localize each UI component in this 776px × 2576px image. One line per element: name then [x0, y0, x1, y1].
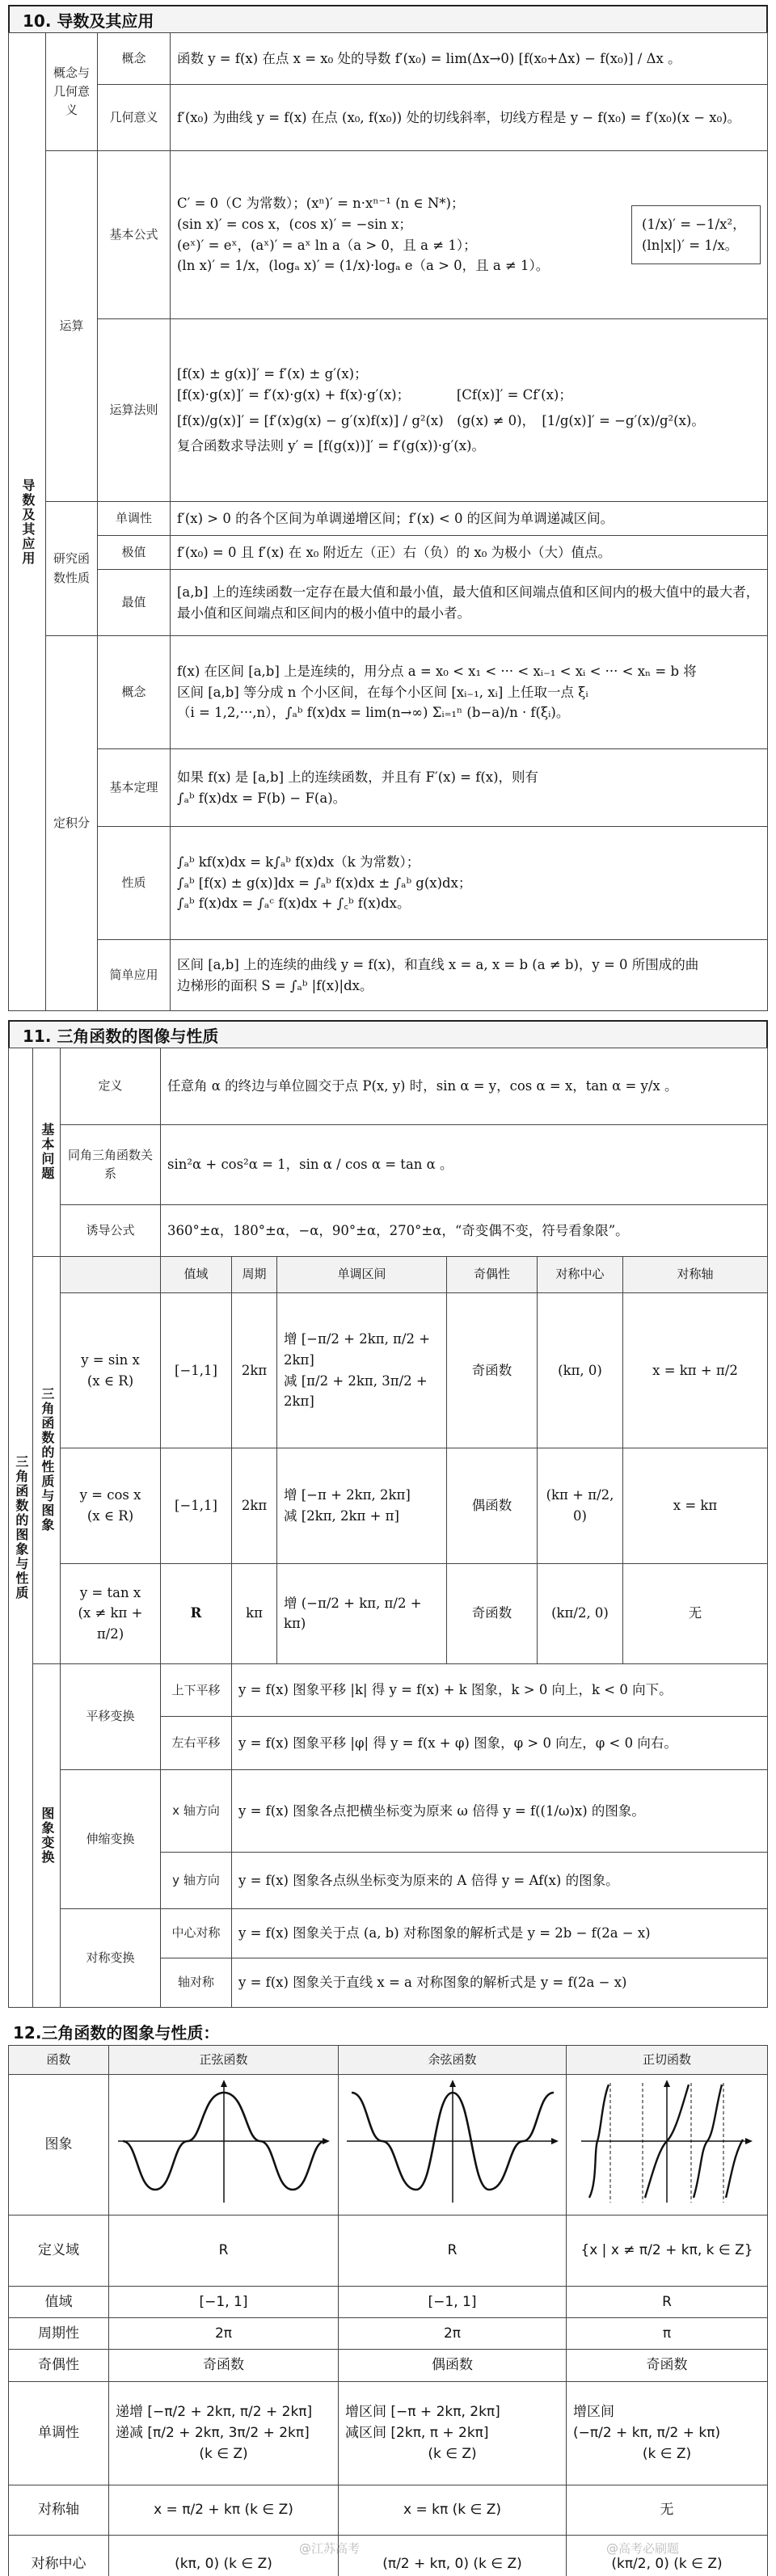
- trans-text: y = f(x) 图象关于直线 x = a 对称图象的解析式是 y = f(2a − x): [232, 1958, 768, 2007]
- trig-graph-table: [8, 2045, 768, 2576]
- col-header: 正弦函数: [109, 2046, 339, 2075]
- formula-line: f(x) 在区间 [a,b] 上是连续的，用分点 a = x₀ < x₁ < ··· < xᵢ₋₁ < xᵢ < ··· < xₙ = b 将: [177, 664, 697, 680]
- section-title: 12.三角函数的图象与性质：: [13, 2022, 220, 2043]
- parity-cell: 偶函数: [447, 1448, 538, 1563]
- row-label: 单调性: [98, 502, 171, 536]
- cos-mono: 增区间 [−π + 2kπ, 2kπ] 减区间 [2kπ, π + 2kπ] (k ∈ Z): [339, 2381, 567, 2485]
- row-label: 对称中心: [9, 2535, 109, 2576]
- group-study: 研究函数性质: [46, 502, 98, 636]
- axis-cell: x = kπ: [623, 1448, 768, 1563]
- formula-line: (sin x)′ = cos x，(cos x)′ = −sin x；: [177, 216, 412, 232]
- formula-line: 复合函数求导法则 y′ = [f(g(x))]′ = f′(g(x))·g′(x)。: [177, 438, 485, 454]
- col-header: 单调区间: [277, 1256, 447, 1292]
- axis-cell: x = kπ + π/2: [623, 1292, 768, 1448]
- formula-line: [f(x) ± g(x)]′ = f′(x) ± g′(x)；: [177, 366, 368, 382]
- row-label: 图象: [9, 2075, 109, 2215]
- tangent-graph: [567, 2075, 768, 2215]
- function-name: y = tan x (x ≠ kπ + π/2): [61, 1563, 161, 1663]
- cosine-curve-graph: [344, 2076, 562, 2206]
- formula-line: ∫ₐᵇ f(x)dx = ∫ₐᶜ f(x)dx + ∫꜀ᵇ f(x)dx。: [177, 896, 411, 912]
- row-label: 同角三角函数关系: [61, 1124, 161, 1204]
- tan-center: (kπ/2, 0) (k ∈ Z): [567, 2535, 768, 2576]
- cos-axis: x = kπ (k ∈ Z): [339, 2485, 567, 2535]
- trans-type: 伸缩变换: [61, 1770, 161, 1909]
- axis-cell: 无: [623, 1563, 768, 1663]
- formula-line: 如果 f(x) 是 [a,b] 上的连续函数，并且有 F′(x) = f(x)，则有: [177, 769, 539, 785]
- integral-definition: [171, 636, 768, 749]
- sin-mono: 递增 [−π/2 + 2kπ, π/2 + 2kπ] 递减 [π/2 + 2kπ, 3π/2 + 2kπ] (k ∈ Z): [109, 2381, 339, 2485]
- cosine-graph: [339, 2075, 567, 2215]
- section-title: 10. 导数及其应用: [8, 5, 768, 32]
- sin-parity: 奇函数: [109, 2350, 339, 2381]
- row-label: 性质: [98, 827, 171, 940]
- col-header: 函数: [9, 2046, 109, 2075]
- tan-mono: 增区间 (−π/2 + kπ, π/2 + kπ) (k ∈ Z): [567, 2381, 768, 2485]
- trans-text: y = f(x) 图象平移 |φ| 得 y = f(x + φ) 图象，φ > 0 向左，φ < 0 向右。: [232, 1717, 768, 1770]
- section-trig: [8, 1020, 768, 2008]
- derivative-table: [8, 32, 768, 1011]
- col-header: 对称轴: [623, 1256, 768, 1292]
- col-header: 正切函数: [567, 2046, 768, 2075]
- derivative-definition: 函数 y = f(x) 在点 x = x₀ 处的导数 f′(x₀) = lim(Δx→0) [f(x₀+Δx) − f(x₀)] / Δx 。: [171, 33, 768, 85]
- formula-line: （i = 1,2,···,n），∫ₐᵇ f(x)dx = lim(n→∞) Σᵢ₌₁ⁿ (b−a)/n · f(ξᵢ)。: [177, 705, 570, 721]
- row-label: 对称轴: [9, 2485, 109, 2535]
- trans-text: y = f(x) 图象各点纵坐标变为原来的 A 倍得 y = Af(x) 的图象。: [232, 1852, 768, 1908]
- side-label: 三角函数的图象与性质: [9, 1048, 33, 2008]
- row-label: 概念: [98, 33, 171, 85]
- row-label: 最值: [98, 570, 171, 636]
- row-label: 几何意义: [98, 85, 171, 151]
- group-basic: 基本问题: [33, 1048, 61, 1257]
- col-header: 周期: [232, 1256, 277, 1292]
- tan-period: π: [567, 2317, 768, 2349]
- group-concept: 概念与几何意义: [46, 33, 98, 151]
- formula-line: 区间 [a,b] 上的连续的曲线 y = f(x)，和直线 x = a, x = b (a ≠ b)，y = 0 所围成的曲: [177, 956, 699, 972]
- sine-curve-graph: [115, 2076, 333, 2206]
- section-title: 11. 三角函数的图像与性质: [8, 1020, 768, 1048]
- trig-definition: 任意角 α 的终边与单位圆交于点 P(x, y) 时，sin α = y，cos α = x，tan α = y/x 。: [161, 1048, 768, 1125]
- range-cell: [−1,1]: [161, 1448, 232, 1563]
- max-min-text: [a,b] 上的连续函数一定存在最大值和最小值，最大值和区间端点值和区间内的极大值中的最大者，最小值和区间端点和区间内的极小值中的最小者。: [171, 570, 768, 636]
- watermark-text: @江苏高考: [299, 2541, 361, 2556]
- period-cell: kπ: [232, 1563, 277, 1663]
- formula-line: (1/x)′ = −1/x²，: [642, 216, 746, 232]
- group-ops: 运算: [46, 151, 98, 502]
- formula-line: C′ = 0（C 为常数）；(xⁿ)′ = n·xⁿ⁻¹ (n ∈ N*)；: [177, 196, 465, 212]
- row-label: 基本公式: [98, 151, 171, 319]
- sin-axis: x = π/2 + kπ (k ∈ Z): [109, 2485, 339, 2535]
- section-trig-graphs: [8, 2017, 768, 2570]
- trans-sub: x 轴方向: [161, 1770, 232, 1853]
- tan-parity: 奇函数: [567, 2350, 768, 2381]
- derivative-rules: [171, 319, 768, 502]
- range-cell: [−1,1]: [161, 1292, 232, 1448]
- trans-type: 对称变换: [61, 1908, 161, 2007]
- group-trans: 图象变换: [33, 1663, 61, 2007]
- cos-domain: R: [339, 2215, 567, 2286]
- row-label: 周期性: [9, 2317, 109, 2349]
- watermark-text: @高考必刷题: [606, 2541, 680, 2556]
- extra-formula-box: [631, 205, 761, 264]
- trans-text: y = f(x) 图象平移 |k| 得 y = f(x) + k 图象，k > 0 向上，k < 0 向下。: [232, 1663, 768, 1717]
- row-label: 单调性: [9, 2381, 109, 2485]
- group-props: 三角函数的性质与图象: [33, 1256, 61, 1663]
- integral-properties: [171, 827, 768, 940]
- table-row: [9, 1448, 768, 1563]
- monotonic-text: f′(x) > 0 的各个区间为单调递增区间；f′(x) < 0 的区间为单调递减区间。: [171, 502, 768, 536]
- sin-range: [−1, 1]: [109, 2286, 339, 2317]
- mono-cell: 增 [−π/2 + 2kπ, π/2 + 2kπ] 减 [π/2 + 2kπ, 3π/2 + 2kπ]: [277, 1292, 447, 1448]
- cos-center: (π/2 + kπ, 0) (k ∈ Z): [339, 2535, 567, 2576]
- parity-cell: 奇函数: [447, 1563, 538, 1663]
- row-label: 值域: [9, 2286, 109, 2317]
- tan-domain: {x | x ≠ π/2 + kπ, k ∈ Z}: [567, 2215, 768, 2286]
- group-integral: 定积分: [46, 636, 98, 1011]
- table-row: [9, 1563, 768, 1663]
- trans-type: 平移变换: [61, 1663, 161, 1769]
- formula-line: 边梯形的面积 S = ∫ₐᵇ |f(x)|dx。: [177, 977, 373, 993]
- formula-line: ∫ₐᵇ kf(x)dx = k∫ₐᵇ f(x)dx（k 为常数）；: [177, 854, 420, 871]
- fundamental-theorem: [171, 749, 768, 827]
- row-label: 运算法则: [98, 319, 171, 502]
- trans-sub: 中心对称: [161, 1908, 232, 1958]
- center-cell: (kπ + π/2, 0): [538, 1448, 623, 1563]
- row-label: 诱导公式: [61, 1205, 161, 1256]
- sin-center: (kπ, 0) (k ∈ Z): [109, 2535, 339, 2576]
- cos-period: 2π: [339, 2317, 567, 2349]
- function-name: y = sin x (x ∈ R): [61, 1292, 161, 1448]
- row-label: 奇偶性: [9, 2350, 109, 2381]
- col-header: 余弦函数: [339, 2046, 567, 2075]
- trans-sub: 上下平移: [161, 1663, 232, 1717]
- geometric-meaning: f′(x₀) 为曲线 y = f(x) 在点 (x₀, f(x₀)) 处的切线斜率，切线方程是 y − f(x₀) = f′(x₀)(x − x₀)。: [171, 85, 768, 151]
- trans-sub: y 轴方向: [161, 1852, 232, 1908]
- trans-text: y = f(x) 图象关于点 (a, b) 对称图象的解析式是 y = 2b − f(2a − x): [232, 1908, 768, 1958]
- cos-parity: 偶函数: [339, 2350, 567, 2381]
- table-row: [9, 1292, 768, 1448]
- row-label: 概念: [98, 636, 171, 749]
- row-label: 极值: [98, 536, 171, 570]
- row-label: 基本定理: [98, 749, 171, 827]
- induction-text: 360°±α，180°±α，−α，90°±α，270°±α，“奇变偶不变，符号看象限”。: [161, 1205, 768, 1256]
- tangent-curve-graph: [578, 2076, 756, 2206]
- col-header: 奇偶性: [447, 1256, 538, 1292]
- parity-cell: 奇函数: [447, 1292, 538, 1448]
- period-cell: 2kπ: [232, 1448, 277, 1563]
- formula-line: ∫ₐᵇ [f(x) ± g(x)]dx = ∫ₐᵇ f(x)dx ± ∫ₐᵇ g(x)dx；: [177, 875, 472, 891]
- range-cell: R: [161, 1563, 232, 1663]
- sine-graph: [109, 2075, 339, 2215]
- function-name: y = cos x (x ∈ R): [61, 1448, 161, 1563]
- mono-cell: 增 (−π/2 + kπ, π/2 + kπ): [277, 1563, 447, 1663]
- formula-line: [f(x)/g(x)]′ = [f′(x)g(x) − g′(x)f(x)] / g²(x) (g(x) ≠ 0)， [1/g(x)]′ = −g′(x)/g²(x)。: [177, 412, 705, 428]
- identity-text: sin²α + cos²α = 1，sin α / cos α = tan α 。: [161, 1124, 768, 1204]
- col-header: 值域: [161, 1256, 232, 1292]
- formula-line: (eˣ)′ = eˣ，(aˣ)′ = aˣ ln a（a > 0，且 a ≠ 1）；: [177, 237, 477, 253]
- formula-line: (ln x)′ = 1/x，(logₐ x)′ = (1/x)·logₐ e（a > 0，且 a ≠ 1）。: [177, 258, 550, 274]
- formula-line: (ln|x|)′ = 1/x。: [642, 237, 739, 253]
- trans-sub: 左右平移: [161, 1717, 232, 1770]
- row-label: 定义: [61, 1048, 161, 1125]
- extremum-text: f′(x₀) = 0 且 f′(x) 在 x₀ 附近左（正）右（负）的 x₀ 为极小（大）值点。: [171, 536, 768, 570]
- tan-axis: 无: [567, 2485, 768, 2535]
- row-label: 简单应用: [98, 940, 171, 1011]
- formula-line: [f(x)·g(x)]′ = f′(x)·g(x) + f(x)·g′(x)； [Cf(x)]′ = Cf′(x)；: [177, 386, 572, 403]
- tan-range: R: [567, 2286, 768, 2317]
- cos-range: [−1, 1]: [339, 2286, 567, 2317]
- integral-application: [171, 940, 768, 1011]
- center-cell: (kπ/2, 0): [538, 1563, 623, 1663]
- sin-period: 2π: [109, 2317, 339, 2349]
- col-header: 对称中心: [538, 1256, 623, 1292]
- section-derivative: [8, 5, 768, 1010]
- row-label: 定义域: [9, 2215, 109, 2286]
- center-cell: (kπ, 0): [538, 1292, 623, 1448]
- mono-cell: 增 [−π + 2kπ, 2kπ] 减 [2kπ, 2kπ + π]: [277, 1448, 447, 1563]
- formula-line: 区间 [a,b] 等分成 n 个小区间，在每个小区间 [xᵢ₋₁, xᵢ] 上任取一点 ξᵢ: [177, 684, 588, 700]
- sin-domain: R: [109, 2215, 339, 2286]
- basic-formulas: [171, 151, 768, 319]
- formula-line: ∫ₐᵇ f(x)dx = F(b) − F(a)。: [177, 790, 347, 806]
- side-label: 导数及其应用: [9, 33, 46, 1011]
- period-cell: 2kπ: [232, 1292, 277, 1448]
- trans-text: y = f(x) 图象各点把横坐标变为原来 ω 倍得 y = f((1/ω)x) 的图象。: [232, 1770, 768, 1853]
- trans-sub: 轴对称: [161, 1958, 232, 2007]
- col-header: [61, 1256, 161, 1292]
- trig-table: [8, 1048, 768, 2008]
